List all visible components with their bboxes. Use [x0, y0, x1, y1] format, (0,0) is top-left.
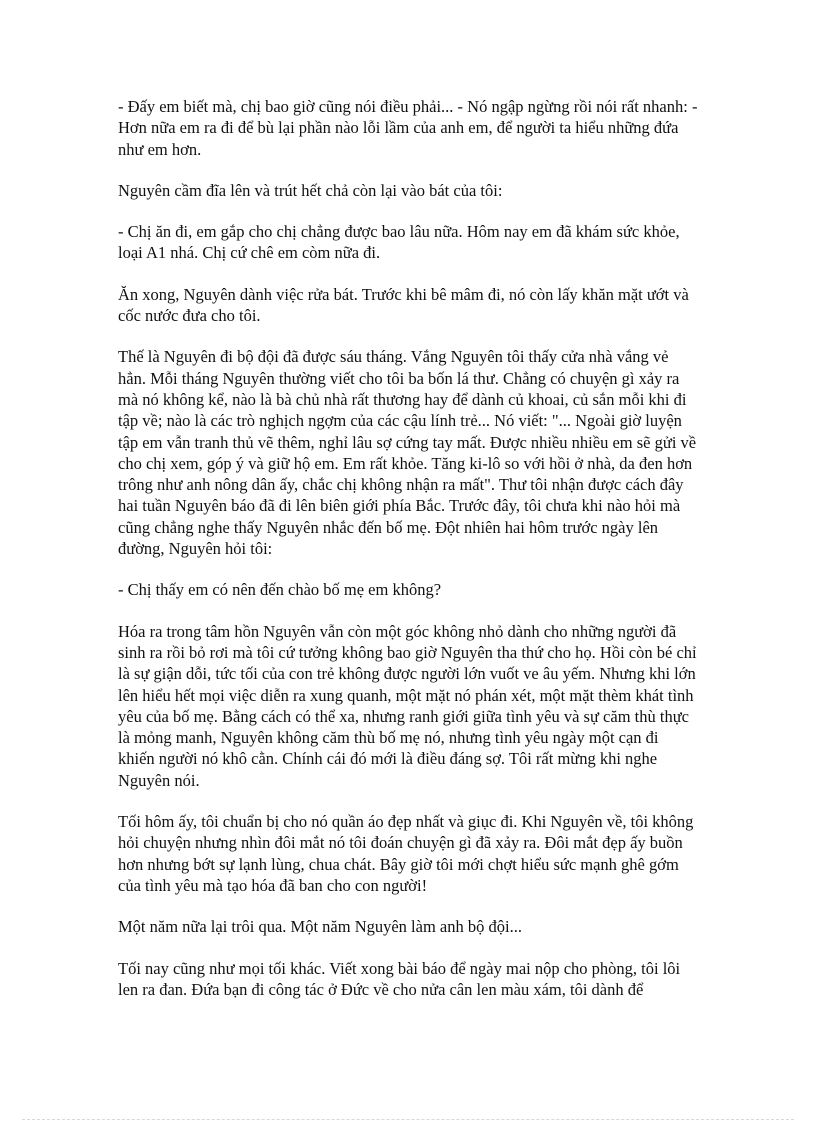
paragraph-8: Tối hôm ấy, tôi chuẩn bị cho nó quần áo đẹp nhất và giục đi. Khi Nguyên về, tôi không hỏi chuyện nhưng nhìn đôi mắt nó tôi đoán chuyện gì đã xảy ra. Đôi mắt đẹp ấy buồn hơn nhưng bớt sự lạnh lùng, chua chát. Bây giờ tôi mới chợt hiểu sức mạnh ghê gớm của tình yêu mà tạo hóa đã ban cho con người!	[118, 812, 694, 895]
paragraph-10: Tối nay cũng như mọi tối khác. Viết xong bài báo để ngày mai nộp cho phòng, tôi lôi len ra đan. Đứa bạn đi công tác ở Đức về cho nửa cân len màu xám, tôi dành để	[118, 958, 681, 999]
document-body	[118, 96, 698, 1020]
page-bottom-divider	[22, 1119, 794, 1120]
paragraph-5: Thế là Nguyên đi bộ đội đã được sáu tháng. Vắng Nguyên tôi thấy cửa nhà vắng vẻ hẳn. Mỗi tháng Nguyên thường viết cho tôi ba bốn lá thư. Chẳng có chuyện gì xảy ra mà nó không kể, nào là bà chủ nhà rất thương hay để dành củ khoai, củ sắn mỗi khi đi tập về; nào là các trò nghịch ngợm của các cậu lính trẻ... Nó viết: "... Ngoài giờ luyện tập em vẫn tranh thủ vẽ thêm, nghỉ lâu sợ cứng tay mất. Được nhiều nhiều em sẽ gửi về cho chị xem, góp ý và giữ hộ em. Em rất khỏe. Tăng ki-lô so với hồi ở nhà, da đen hơn trông như anh nông dân ấy, chắc chị không nhận ra mất". Thư tôi nhận được cách đây hai tuần Nguyên báo đã đi lên biên giới phía Bắc. Trước đây, tôi chưa khi nào hỏi mà cũng chẳng nghe thấy Nguyên nhắc đến bố mẹ. Đột nhiên hai hôm trước ngày lên đường, Nguyên hỏi tôi:	[118, 347, 697, 559]
paragraph-9: Một năm nữa lại trôi qua. Một năm Nguyên làm anh bộ đội...	[118, 917, 522, 937]
paragraph-6: - Chị thấy em có nên đến chào bố mẹ em không?	[118, 580, 442, 600]
paragraph-2: Nguyên cầm đĩa lên và trút hết chả còn lại vào bát của tôi:	[118, 180, 503, 200]
paragraph-7: Hóa ra trong tâm hồn Nguyên vẫn còn một góc không nhỏ dành cho những người đã sinh ra rồi bỏ rơi mà tôi cứ tưởng không bao giờ Nguyên tha thứ cho họ. Hồi còn bé chỉ là sự giận dỗi, tức tối của con trẻ không được người lớn vuốt ve âu yếm. Nhưng khi lớn lên hiểu hết mọi việc diễn ra xung quanh, một mặt nó phán xét, một mặt thèm khát tình yêu của bố mẹ. Bằng cách có thể xa, nhưng ranh giới giữa tình yêu và sự căm thù thực là mỏng manh, Nguyên không căm thù bố mẹ nó, nhưng tình yêu ngày một cạn đi khiến người nó khô cằn. Chính cái đó mới là điều đáng sợ. Tôi rất mừng khi nghe Nguyên nói.	[118, 621, 697, 790]
paragraph-1: - Đấy em biết mà, chị bao giờ cũng nói điều phải... - Nó ngập ngừng rồi nói rất nhanh: - Hơn nữa em ra đi để bù lại phần nào lỗi lầm của anh em, để người ta hiểu những đứa như em hơn.	[118, 97, 698, 159]
paragraph-3: - Chị ăn đi, em gắp cho chị chẳng được bao lâu nữa. Hôm nay em đã khám sức khỏe, loại A1 nhá. Chị cứ chê em còm nữa đi.	[118, 222, 680, 263]
paragraph-4: Ăn xong, Nguyên dành việc rửa bát. Trước khi bê mâm đi, nó còn lấy khăn mặt ướt và cốc nước đưa cho tôi.	[118, 284, 689, 326]
